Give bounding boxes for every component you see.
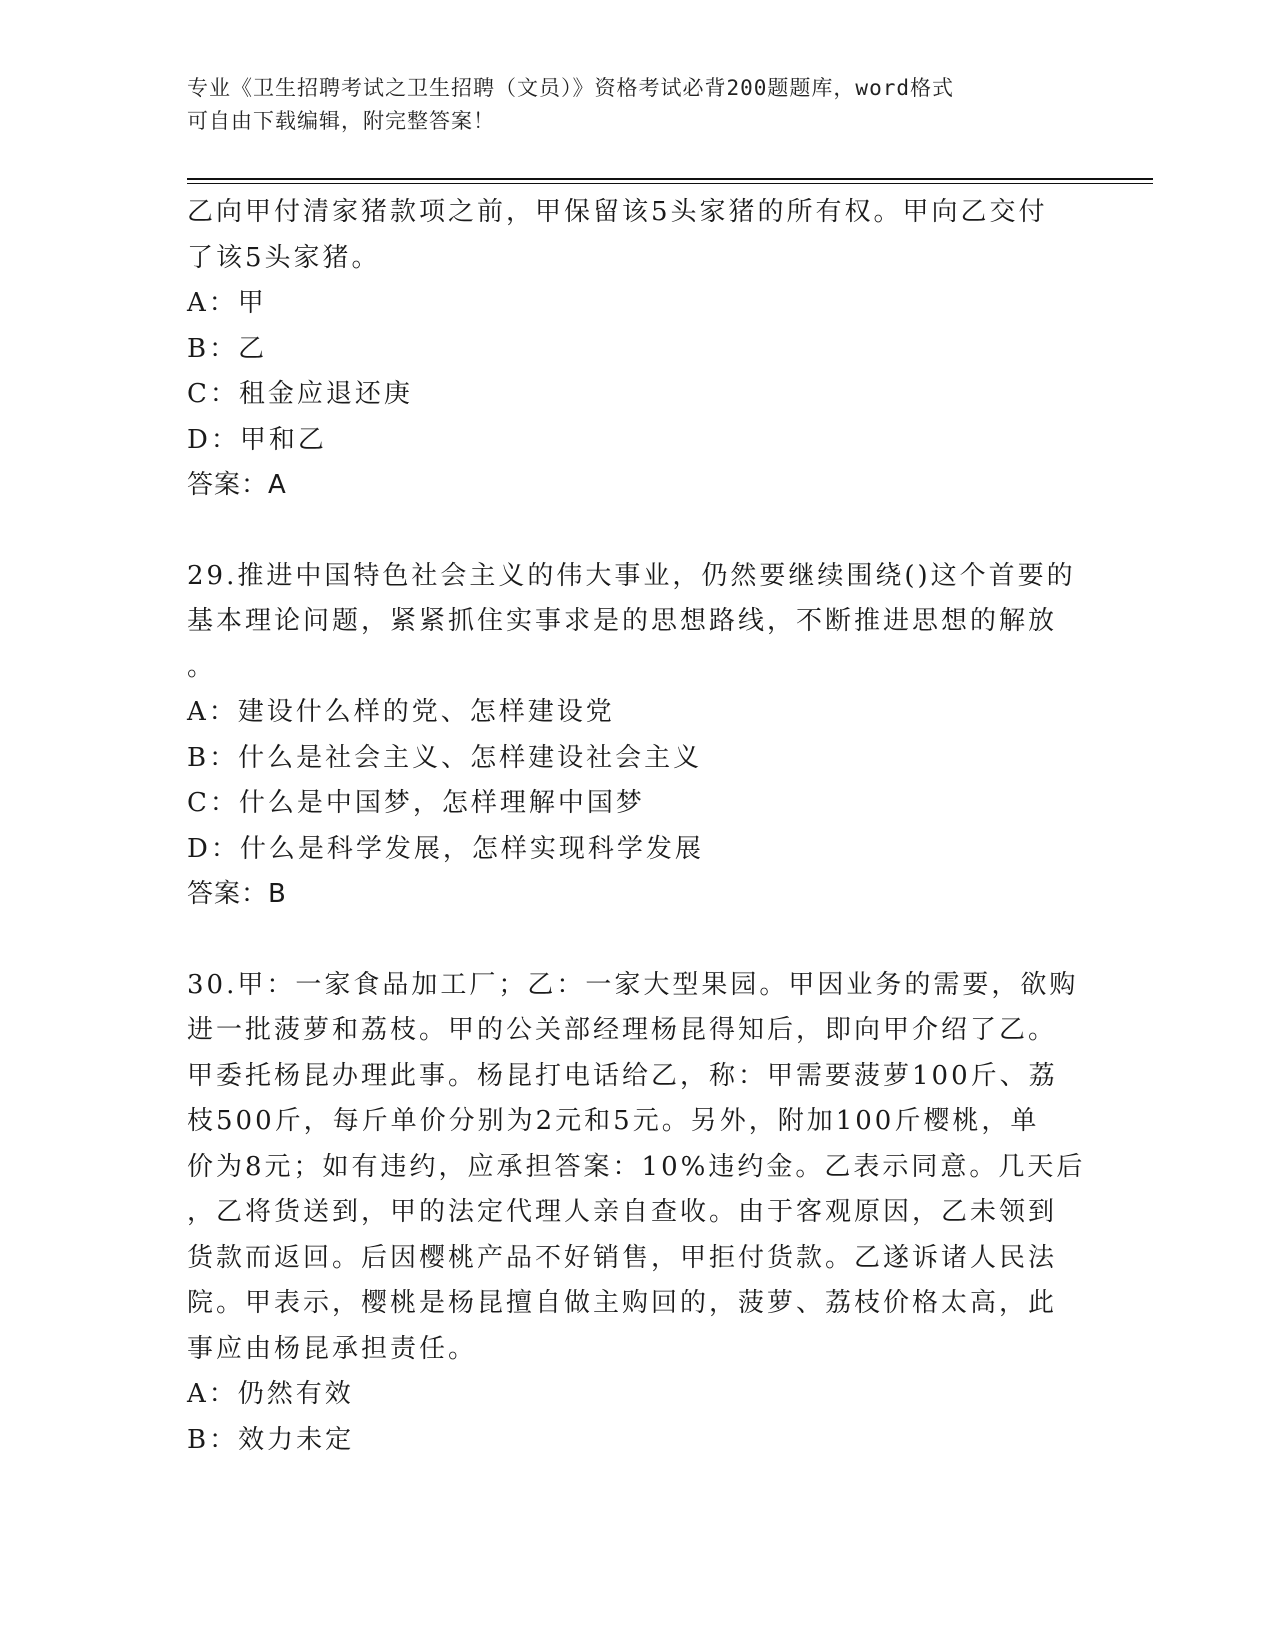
question-stem-line: 价为8元；如有违约，应承担答案：10%违约金。乙表示同意。几天后 xyxy=(187,1151,1086,1182)
question-stem-line: 货款而返回。后因樱桃产品不好销售，甲拒付货款。乙遂诉诸人民法 xyxy=(187,1242,1058,1273)
question-stem-line: 29.推进中国特色社会主义的伟大事业，仍然要继续围绕()这个首要的 xyxy=(187,560,1076,591)
option-d: D：甲和乙 xyxy=(187,424,327,455)
option-a: A：建设什么样的党、怎样建设党 xyxy=(187,697,615,727)
option-b: B：乙 xyxy=(187,333,268,364)
option-c: C：什么是中国梦，怎样理解中国梦 xyxy=(187,788,645,818)
option-d: D：什么是科学发展，怎样实现科学发展 xyxy=(187,833,704,864)
question-stem-line: 院。甲表示，樱桃是杨昆擅自做主购回的，菠萝、荔枝价格太高，此 xyxy=(187,1288,1058,1318)
document-body xyxy=(187,190,1087,1463)
question-30 xyxy=(187,963,1087,1464)
header-line-2: 可自由下载编辑，附完整答案！ xyxy=(187,109,495,133)
question-stem-line: 了该5头家猪。 xyxy=(187,242,381,273)
question-stem-line: ，乙将货送到，甲的法定代理人亲自查收。由于客观原因，乙未领到 xyxy=(187,1197,1058,1227)
question-stem-line: 枝500斤，每斤单价分别为2元和5元。另外，附加100斤樱桃，单 xyxy=(187,1106,1040,1136)
question-stem-line: 。 xyxy=(187,651,217,682)
question-spacer xyxy=(187,509,1087,554)
header-line-1: 专业《卫生招聘考试之卫生招聘（文员）》资格考试必背200题题库，word格式 xyxy=(187,76,954,100)
question-stem-line: 乙向甲付清家猪款项之前，甲保留该5头家猪的所有权。甲向乙交付 xyxy=(187,197,1048,227)
option-a: A：仍然有效 xyxy=(187,1379,354,1409)
option-c: C：租金应退还庚 xyxy=(187,379,413,409)
question-28 xyxy=(187,190,1087,509)
option-b: B：什么是社会主义、怎样建设社会主义 xyxy=(187,742,703,773)
question-stem-line: 进一批菠萝和荔枝。甲的公关部经理杨昆得知后，即向甲介绍了乙。 xyxy=(187,1015,1058,1045)
question-stem-line: 30.甲：一家食品加工厂；乙：一家大型果园。甲因业务的需要，欲购 xyxy=(187,969,1079,1000)
document-header xyxy=(187,72,1087,138)
header-rule-thin xyxy=(187,183,1153,184)
option-b: B：效力未定 xyxy=(187,1424,355,1455)
question-stem-line: 基本理论问题，紧紧抓住实事求是的思想路线，不断推进思想的解放 xyxy=(187,606,1058,636)
question-29 xyxy=(187,554,1087,918)
option-a: A：甲 xyxy=(187,288,267,318)
question-stem-line: 事应由杨昆承担责任。 xyxy=(187,1333,478,1364)
question-stem-line: 甲委托杨昆办理此事。杨昆打电话给乙，称：甲需要菠萝100斤、荔 xyxy=(187,1060,1058,1091)
answer-label: 答案：A xyxy=(187,470,287,500)
header-rule-thick xyxy=(187,178,1153,180)
question-spacer xyxy=(187,918,1087,963)
answer-label: 答案：B xyxy=(187,879,287,909)
